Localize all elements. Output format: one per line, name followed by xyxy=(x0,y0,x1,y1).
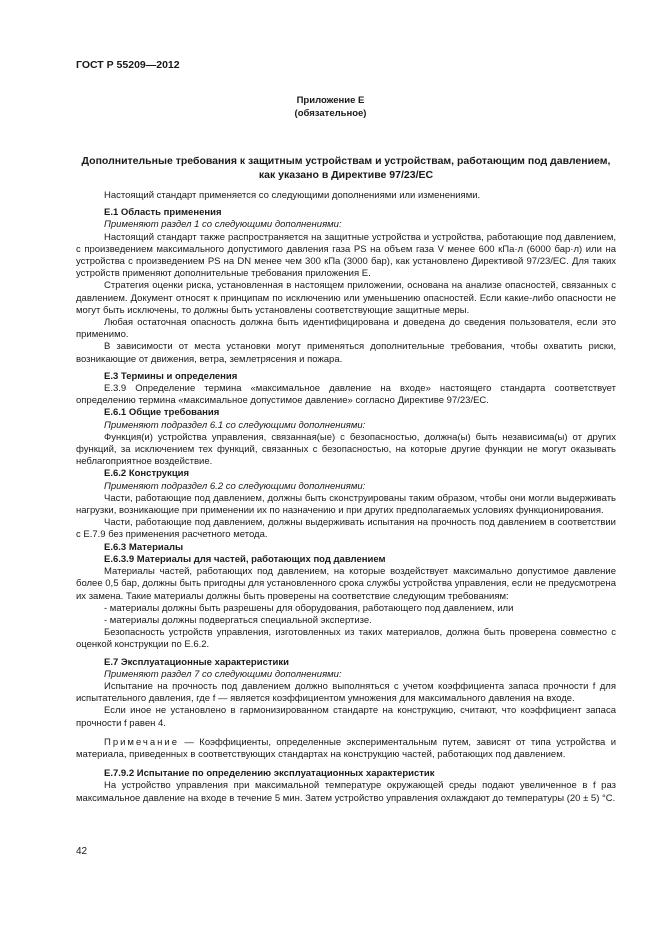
annex-title: Дополнительные требования к защитным устройствам и устройствам, работающим под давлением, как указано в Директиве 97/23/ЕС xyxy=(81,155,611,181)
section-e62-paragraph-1: Части, работающие под давлением, должны быть сконструированы таким образом, чтобы они могли выдерживать нагрузки, возникающие при применении их по назначению и при других предполагаемых условиях функционирования. xyxy=(76,492,616,517)
note-label: Примечание xyxy=(104,736,179,748)
annex-label: Приложение Е xyxy=(296,95,365,106)
note-text: — Коэффициенты, определенные экспериментальным путем, зависят от типа устройства и материала, приведенных в соответствующих стандартах на конструкцию частей, работающих под давлением. xyxy=(76,736,616,760)
section-e63-heading: Е.6.3 Материалы xyxy=(104,541,184,553)
section-e62-paragraph-2: Части, работающие под давлением, должны выдерживать испытания на прочность под давлением в соответствии с Е.7.9 без применения расчетного метода. xyxy=(76,517,616,541)
section-e62-note: Применяют подраздел 6.2 со следующими дополнениями: xyxy=(104,480,366,492)
section-e62-heading: Е.6.2 Конструкция xyxy=(104,468,190,480)
section-e792-paragraph-1: На устройство управления при максимальной температуре окружающей среды подают увеличенное в f раз максимальное давление на входе в течение 5 мин. Затем устройство управления охлаждают до температуры (20 ± 5) °С. xyxy=(76,780,616,804)
section-e61-heading: Е.6.1 Общие требования xyxy=(104,407,220,419)
section-e1-paragraph-4: В зависимости от места установки могут применяться дополнительные требования, чтобы охватить риски, возникающие от движения, ветра, землетрясения и пожара. xyxy=(76,341,616,365)
annex-status: (обязательное) xyxy=(294,108,367,119)
section-e639-paragraph-2: Безопасность устройств управления, изготовленных из таких материалов, должна быть проверена совместно с оценкой конструкции по Е.6.2. xyxy=(76,627,616,651)
body-text xyxy=(76,190,616,805)
section-e792-heading: Е.7.9.2 Испытание по определению эксплуатационных характеристик xyxy=(104,768,435,780)
section-e7-paragraph-2: Если иное не установлено в гармонизированном стандарте на конструкцию, считают, что коэффициент запаса прочности f равен 4. xyxy=(76,705,616,729)
section-e7-paragraph-1: Испытание на прочность под давлением должно выполняться с учетом коэффициента запаса прочности f для испытательного давления, где f — является коэффициентом умножения для максимального давления на входе. xyxy=(76,680,616,705)
section-e61-paragraph-1: Функция(и) устройства управления, связанная(ые) с безопасностью, должна(ы) быть независима(ы) от других функций, за исключением тех функций, связанных с безопасностью, на которые другие функции не могут оказывать неблагоприятное воздействие. xyxy=(76,431,616,468)
section-e639-list-item-1: - материалы должны быть разрешены для оборудования, работающего под давлением, или xyxy=(104,602,514,614)
section-e1-heading: Е.1 Область применения xyxy=(104,207,222,219)
section-e1-paragraph-2: Стратегия оценки риска, установленная в настоящем приложении, основана на анализе опасностей, связанных с давлением. Документ относят к принципам по исключению или уменьшению опасностей. Если какие-либо опасности не могут быть исключены, то должны быть установлены соответствующие защитные меры. xyxy=(76,280,616,316)
section-e1-paragraph-3: Любая остаточная опасность должна быть идентифицирована и доведена до сведения пользователя, если это применимо. xyxy=(76,317,616,341)
section-e39-paragraph: Е.3.9 Определение термина «максимальное давление на входе» настоящего стандарта соответствует определению термина «максимальное допустимое давление» согласно Директиве 97/23/ЕС. xyxy=(76,383,616,407)
section-e61-note: Применяют подраздел 6.1 со следующими дополнениями: xyxy=(104,419,366,431)
note-paragraph xyxy=(76,737,616,761)
page-number: 42 xyxy=(76,846,88,857)
section-e1-note: Применяют раздел 1 со следующими дополнениями: xyxy=(104,219,342,231)
standard-header: ГОСТ Р 55209—2012 xyxy=(76,59,180,71)
section-e7-note: Применяют раздел 7 со следующими дополнениями: xyxy=(104,668,342,680)
section-e639-heading: Е.6.3.9 Материалы для частей, работающих под давлением xyxy=(104,553,386,565)
section-e1-paragraph-1: Настоящий стандарт также распространяется на защитные устройства и устройства, работающие под давлением, с произведением максимального допустимого давления газа PS на объем газа V менее 600 кПа·л (6000 бар·л) или на устройства с произведением PS на DN менее чем 300 кПа (3000 бар), как установлено Директивой 97/23/ЕС. Для таких устройств применяют дополнительные требования приложения Е. xyxy=(76,231,616,280)
section-e639-list-item-2: - материалы должны подвергаться специальной экспертизе. xyxy=(104,614,372,626)
section-e3-heading: Е.3 Термины и определения xyxy=(104,370,238,382)
intro-paragraph: Настоящий стандарт применяется со следующими дополнениями или изменениями. xyxy=(104,190,481,201)
section-e7-heading: Е.7 Эксплуатационные характеристики xyxy=(104,656,289,668)
section-e639-paragraph-1: Материалы частей, работающих под давлением, на которые воздействует максимально допустимое давление более 0,5 бар, должны быть пригодны для установленного срока службы устройства управления, если не предусмотрена их замена. Такие материалы должны быть проверены на соответствие следующим требованиям: xyxy=(76,566,616,602)
